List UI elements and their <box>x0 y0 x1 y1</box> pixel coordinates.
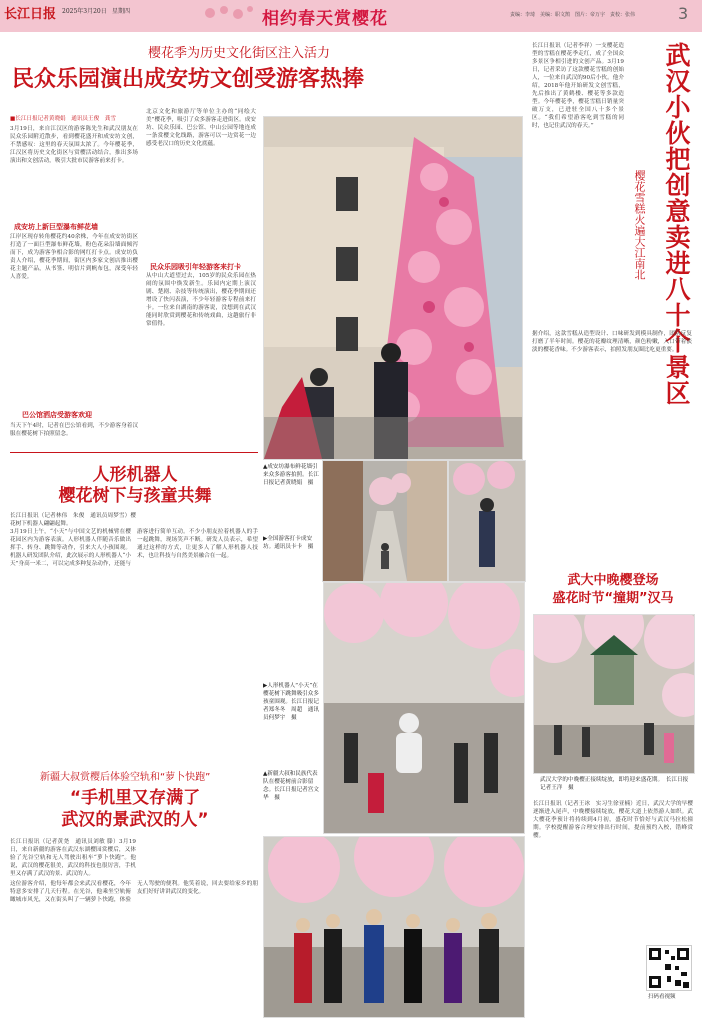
robot-caption: ▶人形机器人“小天”在樱花树下跳舞吸引众多孩童围观。长江日报记者郑冬冬 周超 通讯员何梦宇 摄 <box>263 683 319 721</box>
sidebar-body: 长江日报讯（记者李祥）一支樱花造型的雪糕在樱花季走红，成了全国众多景区争相引进的文创产品。3月19日，记者采访了这款樱花雪糕的创始人，一位来自武汉的90后小伙。他介绍，2018年他开始研发文创雪糕，先后推出了黄鹤楼、樱花等多款造型。今年樱花季，樱花雪糕日销量突破万支，已进驻全国八十多个景区。“我们希望游客吃到雪糕的同时，也记住武汉的春天。” <box>532 43 624 129</box>
campus-photo <box>533 614 695 774</box>
qr-caption: 扫码看视频 <box>648 994 676 1000</box>
visitor-photo-caption: ▶全国游客打卡成安坊。通讯员卡卡 摄 <box>263 536 314 550</box>
sidebar-headline: 武汉小伙把创意卖进八十个景区 <box>662 42 691 406</box>
ticket-body: 这位游客介绍，他每年都会来武汉看樱花，今年特意多安排了几天行程。在光谷，他乘坐空轨俯瞰城市风光，又在街头叫了一辆萝卜快跑，体验无人驾驶的便利。他笑着说，回去要给家乡的朋友们好好讲讲武汉的变化。 <box>10 881 258 903</box>
flower-wall-photo <box>263 116 523 460</box>
ticket-byline: 长江日报讯（记者黄尧 通讯员刘敏 滕）3月19日，来自新疆的游客在武汉东湖樱园赏樱后，又体验了光谷空轨和无人驾驶出租车“萝卜快跑”。他说，武汉的樱花很美，武汉的科技也很厉害，手机里又存满了武汉的景、武汉的人。 <box>10 839 136 877</box>
qr-code[interactable] <box>646 945 692 991</box>
main-subhead-1: 成安坊上新巨型瀑布鲜花墙 <box>14 223 98 231</box>
main-body-2: 江岸区现存转角樱花约40余株，今年在成安坊街区打造了一面巨型瀑布鲜花墙，粉色花朵沿墙面倾泻而下，成为游客争相合影的网红打卡点。成安坊负责人介绍，樱花季期间，街区内多家文创店推出樱花主题产品，从书签、明信片到帆布包，深受年轻人喜爱。 <box>10 234 138 280</box>
robot-photo <box>323 582 525 834</box>
main-body-4: 北京文化和旅游厅等单位主办的“同绘大美”樱花季，吸引了众多游客走进街区。成安坊、民众乐园、巴公馆、中山公园等地连成一条赏樱文化线路，游客可以一边赏花一边感受老汉口的历史文化底蕴。 <box>146 109 256 147</box>
robot-headline: 人形机器人 樱花树下与孩童共舞 <box>58 465 212 506</box>
main-body-3: 当天下午4时，记者在巴公馆看到，不少游客身着汉服在樱花树下拍照留念。 <box>10 423 138 437</box>
group-photo <box>263 836 525 1018</box>
ticket-kicker: 新疆大叔赏樱后体验空轨和“萝卜快跑” <box>40 772 211 783</box>
main-subhead-3: 民众乐园吸引年轻游客来打卡 <box>150 263 241 271</box>
robot-byline: 长江日报讯（记者林伟 朱俊 通讯员周梦雪）樱花树下机器人翩翩起舞。 <box>10 513 136 527</box>
main-body-5: 从中山大道望过去，105岁的民众乐园在热闹的氛围中焕发新生。乐园内定期上演汉剧、楚剧、杂技等传统演出，樱花季期间还增设了快闪表演，不少年轻游客专程前来打卡。一位来自湖南的游客说，没想到在武汉能同时欣赏到樱花和传统戏曲，这趟旅行非常值得。 <box>146 273 256 327</box>
campus-caption: 武汉大学的中晚樱正接续绽放，即将迎来盛花期。 长江日报记者王洋 摄 <box>540 777 689 791</box>
main-subhead-2: 巴公馆洒店受游客欢迎 <box>22 411 92 419</box>
robot-body: 3月19日上午，“小天”与中国文艺的机械臂在樱花园区内为游客表演。人形机器人伴随音乐做出挥手、转身、跳舞等动作，引来大人小孩围观。机器人研发团队介绍，此次展示的人形机器人“小天”身高一米二，可以完成多种复杂动作，还能与游客进行简单互动。不少小朋友拉着机器人的手一起跳舞，现场笑声不断。研发人员表示，希望通过这样的方式，让更多人了解人形机器人技术，也让科技与自然美景融合在一起。 <box>10 529 258 567</box>
masthead-credits: 责编：李琦 美编：职文鹄 图片：帝万宇 责校：张伟 <box>510 12 636 18</box>
ticket-headline: “手机里又存满了 武汉的景武汉的人” <box>61 788 209 830</box>
sidebar-subhead: 樱花雪糕火遍大江南北 <box>633 170 646 280</box>
main-headline: 民众乐园演出成安坊文创受游客热捧 <box>12 67 365 92</box>
visitor-photo <box>448 460 526 582</box>
night-body: 长江日报讯（记者王冰 实习生徐亚楠）近日，武汉大学的早樱逐渐进入尾声，中晚樱接续绽放，樱花大道上依然游人如织。武大樱花季预计将持续到4月初，盛花时节恰好与武汉马拉松撞期。学校提醒游客合理安排出行时间，提前预约入校，错峰赏樱。 <box>533 801 693 839</box>
masthead-logo: 长江日报 <box>4 7 57 22</box>
night-headline: 武大中晚樱登场 盛花时节“撞期”汉马 <box>552 573 674 606</box>
sidebar-body-2: 据介绍，这款雪糕从造型设计、口味研发到模具制作，团队反复打磨了半年时间。樱花的花瓣纹理清晰，颜色粉嫩，入口带着淡淡的樱花香味。不少游客表示，拍照发朋友圈比吃更重要。 <box>532 331 692 353</box>
main-kicker: 樱花季为历史文化街区注入活力 <box>148 46 331 61</box>
page-number: 3 <box>678 4 689 23</box>
sakura-decoration <box>200 2 258 24</box>
masthead-weekday: 星期四 <box>112 8 131 15</box>
main-byline: ■长江日报记者黄晓娟 通讯员王俊 龚雪 <box>10 116 116 122</box>
divider-line <box>10 452 258 453</box>
group-caption: ▲新疆大叔和民族代表队在樱花树前合影留念。长江日报记者宫文华 摄 <box>263 771 319 801</box>
masthead-date: 2025年3月20日 <box>62 8 107 15</box>
main-body-1: 3月19日，来自江汉区的游客陈先生和武汉朋友在民众乐园附近散步，看到樱花盛开和成安坊文创，不禁感叹：这里的春天氛围太浓了。今年樱花季，江汉区将历史文化街区与赏樱活动结合，推出多场演出和文创活动，吸引大批市民游客前来打卡。 <box>10 126 138 164</box>
main-photo-caption: ▲成安坊瀑布鲜花墙引来众多游客拍照。长江日报记者黄晓娟 摄 <box>263 464 319 486</box>
street-photo <box>322 460 448 582</box>
masthead-banner: 相约春天赏樱花 <box>262 9 388 29</box>
